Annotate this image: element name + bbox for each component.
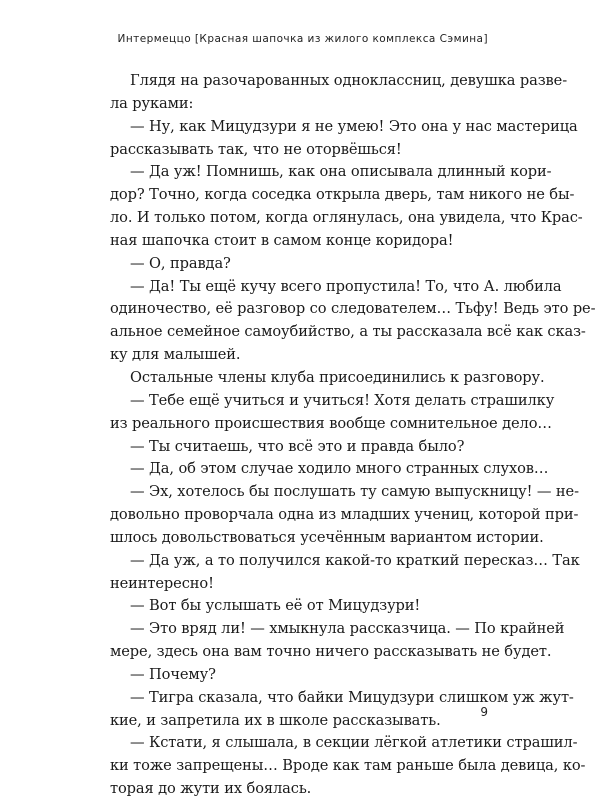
text-line: — Да уж, а то получился какой-то краткий пересказ… Так — [130, 551, 580, 569]
body-text — [110, 70, 596, 801]
text-line: — Эх, хотелось бы послушать ту самую выпускницу! — не- — [130, 483, 579, 501]
text-line: ла руками: — [110, 94, 194, 112]
text-line: рассказывать так, что не оторвёшься! — [110, 140, 402, 158]
text-line: ки тоже запрещены… Вроде как там раньше была девица, ко- — [110, 757, 586, 775]
text-line: — Да! Ты ещё кучу всего пропустила! То, что А. любила — [130, 277, 562, 295]
page-number: 9 — [480, 705, 488, 719]
text-line: — Кстати, я слышала, в секции лёгкой атлетики страшил- — [130, 734, 578, 752]
text-line: неинтересно! — [110, 574, 214, 592]
text-line: из реального происшествия вообще сомнительное дело… — [110, 414, 552, 432]
text-line: — Тигра сказала, что байки Мицудзури слишком уж жут- — [130, 688, 574, 706]
text-line: довольно проворчала одна из младших учениц, которой при- — [110, 506, 579, 524]
text-line: — Это вряд ли! — хмыкнула рассказчица. — По крайней — [130, 620, 565, 638]
text-line: — Да уж! Помнишь, как она описывала длинный кори- — [130, 163, 552, 181]
text-line: шлось довольствоваться усечённым вариантом истории. — [110, 528, 544, 546]
text-line: Остальные члены клуба присоединились к разговору. — [130, 368, 545, 386]
text-line: ку для малышей. — [110, 346, 241, 364]
text-line: ная шапочка стоит в самом конце коридора! — [110, 231, 454, 249]
text-line: — Ты считаешь, что всё это и правда было? — [130, 437, 465, 455]
text-line: — Да, об этом случае ходило много странных слухов… — [130, 460, 549, 478]
text-line: — Тебе ещё учиться и учиться! Хотя делать страшилку — [130, 391, 555, 409]
text-line: альное семейное самоубийство, а ты рассказала всё как сказ- — [110, 323, 586, 341]
text-line: Глядя на разочарованных одноклассниц, девушка разве- — [130, 72, 568, 89]
text-line: одиночество, её разговор со следователем… Тьфу! Ведь это ре- — [110, 300, 596, 318]
text-line: — Вот бы услышать её от Мицудзури! — [130, 597, 421, 615]
running-header: Интермеццо [Красная шапочка из жилого комплекса Сэмина] — [117, 33, 488, 45]
text-line: — О, правда? — [130, 254, 231, 272]
text-line: — Ну, как Мицудзури я не умею! Это она у нас мастерица — [130, 117, 578, 135]
text-line: ло. И только потом, когда оглянулась, она увидела, что Крас- — [110, 209, 583, 227]
text-line: — Почему? — [130, 665, 216, 683]
text-line: дор? Точно, когда соседка открыла дверь, там никого не бы- — [110, 186, 575, 204]
text-line: торая до жути их боялась. — [110, 780, 312, 798]
text-line: мере, здесь она вам точно ничего рассказывать не будет. — [110, 643, 552, 661]
text-line: кие, и запретила их в школе рассказывать. — [110, 711, 441, 729]
